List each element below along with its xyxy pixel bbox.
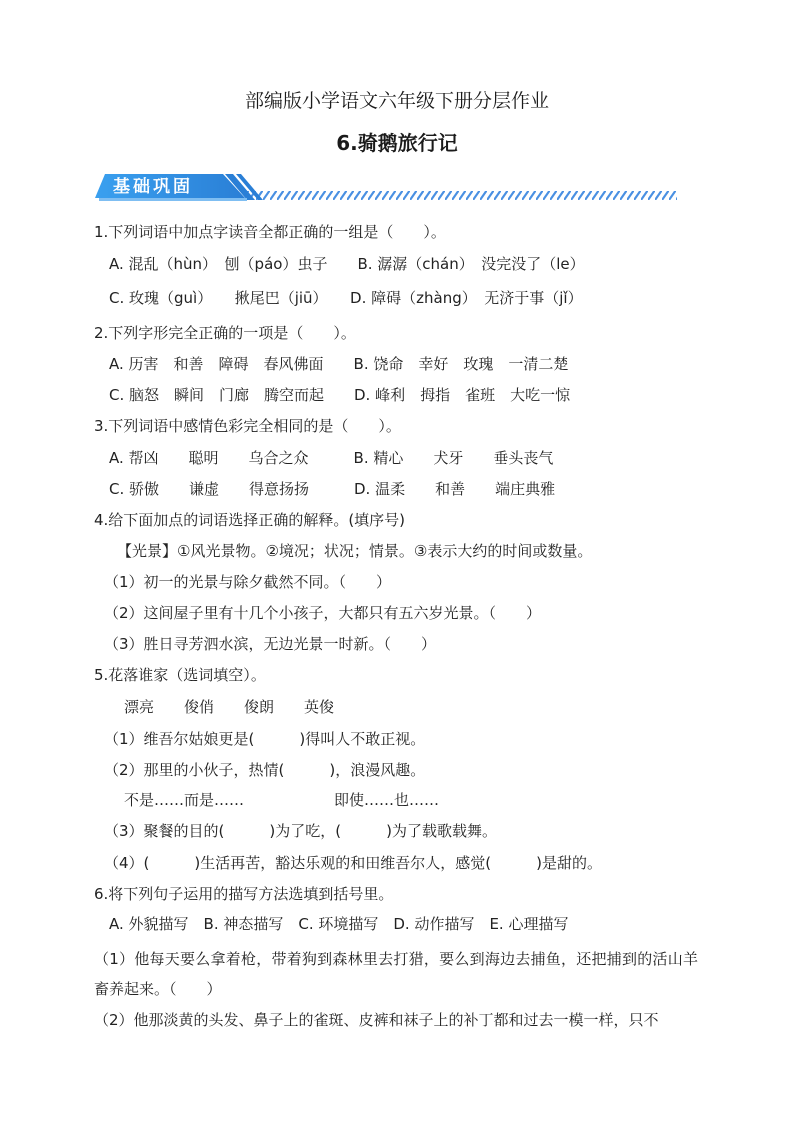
question-5-item-1: （1）维吾尔姑娘更是( )得叫人不敢正视。 bbox=[104, 730, 426, 748]
worksheet-title: 部编版小学语文六年级下册分层作业 bbox=[244, 90, 549, 112]
question-6-stem: 6.将下列句子运用的描写方法选填到括号里。 bbox=[94, 885, 394, 903]
question-2-stem: 2.下列字形完全正确的一项是（ ）。 bbox=[94, 324, 356, 342]
lesson-title: 6.骑鹅旅行记 bbox=[336, 131, 458, 155]
question-1-options-cd: C. 玫瑰（guì） 揪尾巴（jiū） D. 障碍（zhàng） 无济于事（jǐ） bbox=[109, 289, 583, 307]
question-5-item-4: （4）( )生活再苦，豁达乐观的和田维吾尔人，感觉( )是甜的。 bbox=[104, 854, 602, 872]
question-5-word-bank-1: 漂亮 俊俏 俊朗 英俊 bbox=[124, 698, 335, 716]
question-6-item-1: （1）他每天要么拿着枪，带着狗到森林里去打猎，要么到海边去捕鱼，还把捕到的活山羊畜养起来。（ ） bbox=[94, 950, 698, 998]
question-5-stem: 5.花落谁家（选词填空）。 bbox=[94, 666, 266, 684]
question-4-stem: 4.给下面加点的词语选择正确的解释。(填序号) bbox=[94, 511, 406, 529]
question-6-item-2: （2）他那淡黄的头发、鼻子上的雀斑、皮裤和袜子上的补丁都和过去一模一样，只不 bbox=[94, 1011, 659, 1029]
question-4-item-1: （1）初一的光景与除夕截然不同。（ ） bbox=[104, 573, 392, 591]
question-5-item-3: （3）聚餐的目的( )为了吃，( )为了载歌载舞。 bbox=[104, 822, 497, 840]
question-3-options-ab: A. 帮凶 聪明 乌合之众 B. 精心 犬牙 垂头丧气 bbox=[109, 449, 554, 467]
question-6-options: A. 外貌描写 B. 神态描写 C. 环境描写 D. 动作描写 E. 心理描写 bbox=[109, 915, 569, 933]
question-1-options-ab: A. 混乱（hùn） 刨（páo）虫子 B. 潺潺（chán） 没完没了（le） bbox=[109, 255, 585, 273]
question-5-item-2: （2）那里的小伙子，热情( )，浪漫风趣。 bbox=[104, 761, 426, 779]
question-2-options-ab: A. 历害 和善 障碍 春风佛面 B. 饶命 幸好 玫瑰 一清二楚 bbox=[109, 355, 569, 373]
section-banner bbox=[95, 170, 695, 204]
question-3-options-cd: C. 骄傲 谦虚 得意扬扬 D. 温柔 和善 端庄典雅 bbox=[109, 480, 556, 498]
question-3-stem: 3.下列词语中感情色彩完全相同的是（ ）。 bbox=[94, 417, 401, 435]
question-4-item-2: （2）这间屋子里有十几个小孩子，大都只有五六岁光景。（ ） bbox=[104, 604, 542, 622]
question-4-definition: 【光景】①风光景物。②境况；状况；情景。③表示大约的时间或数量。 bbox=[117, 542, 593, 560]
section-label: 基础巩固 bbox=[113, 177, 193, 197]
question-4-item-3: （3）胜日寻芳泗水滨，无边光景一时新。（ ） bbox=[104, 635, 437, 653]
question-5-word-bank-2: 不是……而是…… 即使……也…… bbox=[124, 791, 440, 809]
question-2-options-cd: C. 脑怒 瞬间 门廊 腾空而起 D. 峰利 拇指 雀班 大吃一惊 bbox=[109, 386, 571, 404]
question-1-stem: 1.下列词语中加点字读音全都正确的一组是（ ）。 bbox=[94, 223, 446, 241]
